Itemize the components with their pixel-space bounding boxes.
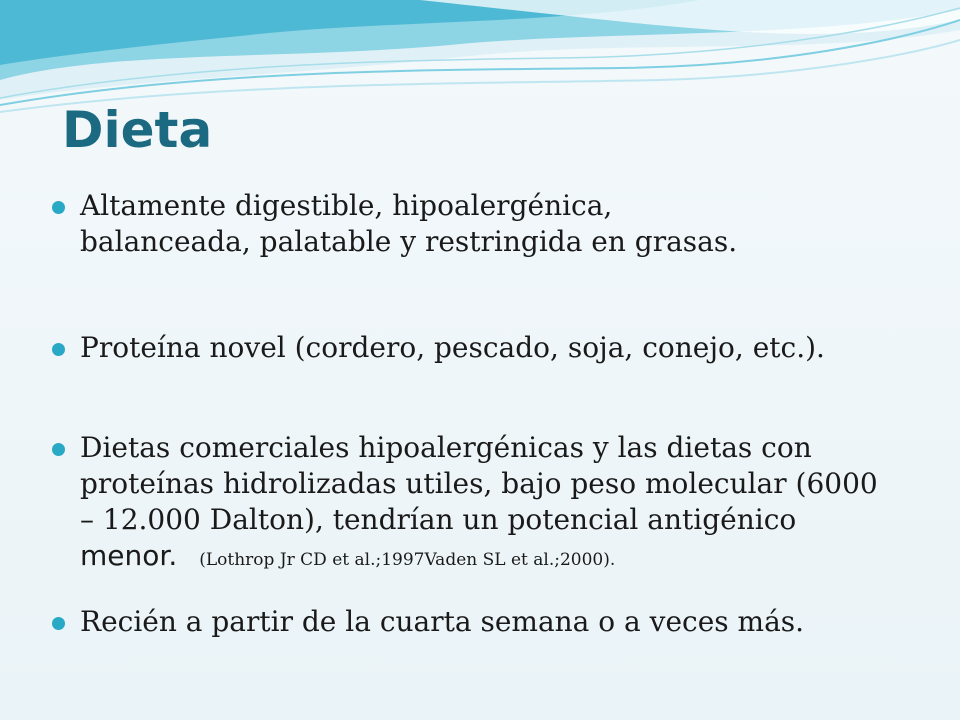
bullet-line: Altamente digestible, hipoalergénica, xyxy=(80,189,613,222)
bullet-last-word: menor. xyxy=(80,539,178,572)
slide-title: Dieta xyxy=(62,101,213,159)
bullet-novel-protein xyxy=(80,330,940,366)
bullet-line: Dietas comerciales hipoalergénicas y las dietas con xyxy=(80,431,812,464)
bullet-line-last xyxy=(80,538,940,578)
citation-reference: (Lothrop Jr CD et al.;1997Vaden SL et al.;2000). xyxy=(199,550,616,570)
bullet-diet-characteristics xyxy=(80,188,940,260)
bullet-line: proteínas hidrolizadas utiles, bajo peso molecular (6000 xyxy=(80,467,878,500)
bullet-line: Recién a partir de la cuarta semana o a veces más. xyxy=(80,605,805,638)
bullet-timing xyxy=(80,604,940,640)
bullet-commercial-diets xyxy=(80,430,940,578)
bullet-line: Proteína novel (cordero, pescado, soja, conejo, etc.). xyxy=(80,331,825,364)
bullet-line: – 12.000 Dalton), tendrían un potencial antigénico xyxy=(80,503,797,536)
bullet-line: balanceada, palatable y restringida en grasas. xyxy=(80,225,738,258)
